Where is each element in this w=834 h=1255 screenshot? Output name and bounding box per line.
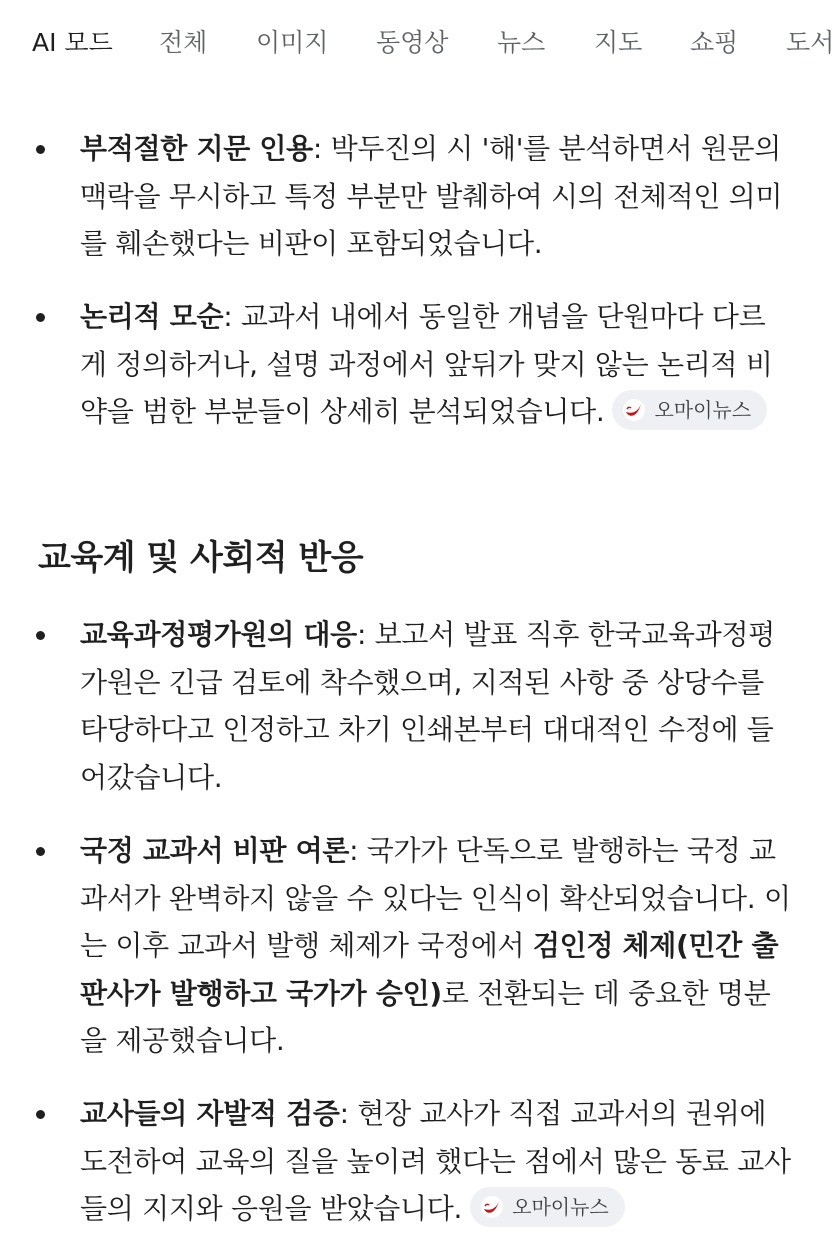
bullet-icon: [36, 631, 45, 640]
list-item-body: : 교과서 내에서 동일한 개념을 단원마다 다르게 정의하거나, 설명 과정에서 앞뒤가 맞지 않는 논리적 비약을 범한 부분들이 상세히 분석되었습니다.: [80, 300, 773, 428]
bullet-icon: [36, 313, 45, 322]
source-chip-label: 오마이뉴스: [512, 1195, 609, 1219]
list-item-text: [80, 611, 792, 801]
ohmynews-logo-icon: [622, 398, 646, 422]
list-item-body: : 현장 교사가 직접 교과서의 권위에 도전하여 교육의 질을 높이려 했다는 점에서 많은 동료 교사들의 지지와 응원을 받았습니다.: [80, 1097, 791, 1225]
list-item-emphasis: 검인정 체제(민간 출판사가 발행하고 국가가 승인): [80, 929, 779, 1010]
list-item-term: 교사들의 자발적 검증: [80, 1097, 340, 1130]
bullet-icon: [36, 1110, 45, 1119]
search-tabs-bar: [0, 0, 834, 86]
section-heading: 교육계 및 사회적 반응: [38, 538, 364, 578]
ohmynews-logo-icon: [480, 1195, 504, 1219]
list-item-term: 부적절한 지문 인용: [80, 132, 313, 165]
tab-maps[interactable]: 지도: [594, 28, 643, 57]
list-item-text: [80, 125, 792, 268]
tab-all[interactable]: 전체: [159, 28, 208, 57]
list-item-body: : 보고서 발표 직후 한국교육과정평가원은 긴급 검토에 착수했으며, 지적된 사항 중 상당수를 타당하다고 인정하고 차기 인쇄본부터 대대적인 수정에 들어갔습니다.: [80, 618, 775, 794]
tab-shopping[interactable]: 쇼핑: [690, 28, 739, 57]
bullet-icon: [36, 145, 45, 154]
source-chip[interactable]: [612, 390, 767, 430]
tab-news[interactable]: 뉴스: [497, 28, 546, 57]
bullet-icon: [36, 847, 45, 856]
list-item-body-continued: 로 전환되는 데 중요한 명분을 제공했습니다.: [80, 976, 771, 1057]
list-item-text: [80, 293, 792, 436]
list-item-text: [80, 827, 792, 1065]
list-item-term: 논리적 모순: [80, 300, 224, 333]
list-item-term: 교육과정평가원의 대응: [80, 618, 357, 651]
list-item-body: : 박두진의 시 '해'를 분석하면서 원문의 맥락을 무시하고 특정 부분만 발췌하여 시의 전체적인 의미를 훼손했다는 비판이 포함되었습니다.: [80, 132, 783, 260]
tab-images[interactable]: 이미지: [256, 28, 329, 57]
list-item-body: : 국가가 단독으로 발행하는 국정 교과서가 완벽하지 않을 수 있다는 인식이 확산되었습니다. 이는 이후 교과서 발행 체제가 국정에서: [80, 834, 791, 962]
source-chip-label: 오마이뉴스: [654, 398, 752, 422]
list-item-term: 국정 교과서 비판 여론: [80, 834, 350, 867]
list-item-text: [80, 1090, 792, 1233]
tab-ai-mode[interactable]: AI 모드: [32, 28, 113, 57]
tab-books[interactable]: 도서: [786, 28, 834, 57]
tab-videos[interactable]: 동영상: [376, 28, 449, 57]
source-chip[interactable]: [470, 1187, 625, 1227]
